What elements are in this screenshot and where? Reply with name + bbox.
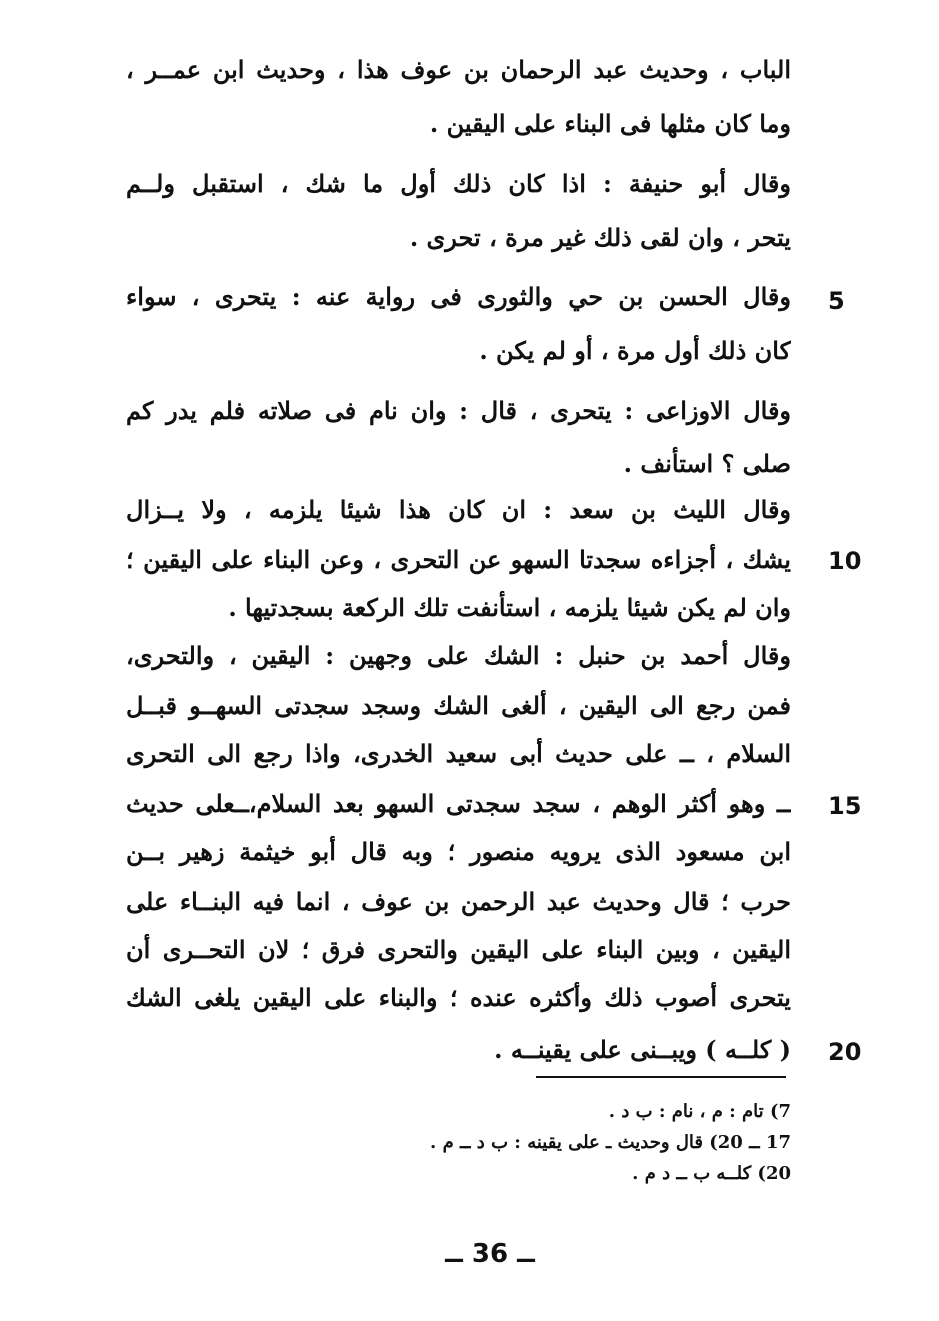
body-line-13: فمن رجع الى اليقين ، ألغى الشك وسجد سجدتى السهــو قبــل: [126, 691, 791, 720]
body-line-19: يتحرى أصوب ذلك وأكثره عنده ؛ والبناء على اليقين يلغى الشك: [126, 983, 791, 1012]
footnote-3: 20) كلــه ب ــ د م .: [632, 1163, 791, 1184]
body-line-11: وان لم يكن شيئا يلزمه ، استأنفت تلك الركعة بسجدتيها .: [228, 593, 791, 622]
footnote-1: 7) تام : م ، نام : ب د .: [608, 1101, 791, 1122]
line-number-20: 20: [828, 1038, 862, 1066]
body-line-7: وقال الاوزاعى : يتحرى ، قال : وان نام فى صلاته فلم يدر كم: [126, 396, 791, 425]
body-line-17: حرب ؛ قال وحديث عبد الرحمن بن عوف ، انما فيه البنــاء على: [126, 887, 791, 916]
line-number-5: 5: [828, 287, 845, 315]
footnote-2: 17 ــ 20) قال وحديث ـ على يقينه : ب د ــ م .: [430, 1132, 791, 1153]
page-number: ــ 36 ــ: [445, 1239, 535, 1269]
body-line-4: يتحر ، وان لقى ذلك غير مرة ، تحرى .: [409, 223, 791, 252]
footnote-separator: [536, 1076, 786, 1078]
body-line-14: السلام ، ــ على حديث أبى سعيد الخدرى، واذا رجع الى التحرى: [126, 739, 791, 768]
body-line-10: يشك ، أجزاءه سجدتا السهو عن التحرى ، وعن البناء على اليقين ؛: [126, 545, 791, 574]
body-line-5: وقال الحسن بن حي والثورى فى رواية عنه : يتحرى ، سواء: [126, 282, 791, 311]
body-line-9: وقال الليث بن سعد : ان كان هذا شيئا يلزمه ، ولا يــزال: [126, 495, 791, 524]
body-line-16: ابن مسعود الذى يرويه منصور ؛ وبه قال أبو خيثمة زهير بــن: [126, 837, 791, 866]
line-number-15: 15: [828, 792, 862, 820]
body-line-8: صلى ؟ استأنف .: [623, 449, 791, 478]
body-line-12: وقال أحمد بن حنبل : الشك على وجهين : اليقين ، والتحرى،: [126, 641, 791, 670]
body-line-1: الباب ، وحديث عبد الرحمان بن عوف هذا ، وحديث ابن عمــر ،: [126, 55, 791, 84]
body-line-3: وقال أبو حنيفة : اذا كان ذلك أول ما شك ، استقبل ولــم: [126, 169, 791, 198]
line-number-10: 10: [828, 547, 862, 575]
body-line-15: ــ وهو أكثر الوهم ، سجد سجدتى السهو بعد السلام،ــعلى حديث: [126, 789, 791, 818]
body-line-2: وما كان مثلها فى البناء على اليقين .: [429, 109, 791, 138]
body-line-18: اليقين ، وبين البناء على اليقين والتحرى فرق ؛ لان التحــرى أن: [126, 935, 791, 964]
body-line-6: كان ذلك أول مرة ، أو لم يكن .: [479, 336, 791, 365]
body-line-20: ( كلــه ) ويبــنى على يقينــه .: [494, 1035, 791, 1064]
